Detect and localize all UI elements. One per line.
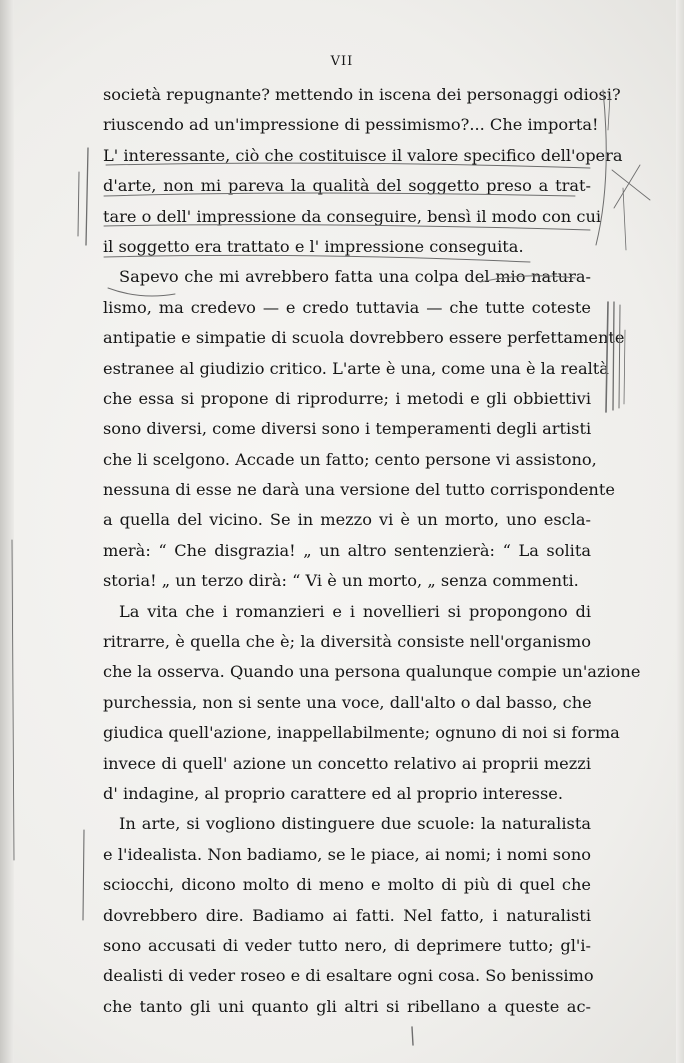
text-line: d' indagine, al proprio carattere ed al proprio interesse. bbox=[103, 783, 563, 803]
text-line: L' interessante, ciò che costituisce il valore specifico dell'opera bbox=[103, 145, 623, 165]
text-line: dealisti di veder roseo e di esaltare ogni cosa. So benissimo bbox=[103, 966, 594, 986]
page-number: VII bbox=[330, 54, 354, 69]
text-line: Sapevo che mi avrebbero fatta una colpa del mio natura- bbox=[119, 267, 591, 287]
margin-bracket-mark bbox=[606, 302, 608, 412]
margin-bracket-mark bbox=[613, 302, 614, 410]
text-line: riuscendo ad un'impressione di pessimismo?... Che importa! bbox=[103, 115, 599, 135]
margin-tick-mark bbox=[412, 1027, 413, 1045]
margin-bracket-mark bbox=[619, 305, 620, 408]
margin-bracket-mark bbox=[83, 830, 84, 920]
text-line: e l'idealista. Non badiamo, se le piace, ai nomi; i nomi sono bbox=[103, 844, 591, 864]
margin-bracket-mark bbox=[78, 172, 79, 236]
page-edge-shadow bbox=[676, 0, 684, 1063]
body-text bbox=[103, 80, 641, 1022]
text-line: merà: “ Che disgrazia! „ un altro sentenzierà: “ La solita bbox=[103, 540, 591, 560]
margin-bracket-mark bbox=[86, 148, 88, 245]
page-gutter-shadow bbox=[0, 0, 14, 1063]
text-line: La vita che i romanzieri e i novellieri si propongono di bbox=[119, 601, 591, 621]
text-line: tare o dell' impressione da conseguire, bensì il modo con cui bbox=[103, 206, 602, 226]
text-line: ritrarre, è quella che è; la diversità consiste nell'organismo bbox=[103, 632, 591, 652]
margin-cross-mark bbox=[623, 188, 626, 250]
text-line: sono diversi, come diversi sono i temperamenti degli artisti bbox=[103, 419, 592, 439]
margin-bracket-mark bbox=[624, 330, 625, 404]
text-line: sciocchi, dicono molto di meno e molto di più di quel che bbox=[103, 875, 591, 895]
text-line: giudica quell'azione, inappellabilmente; ognuno di noi si forma bbox=[103, 723, 620, 743]
margin-cross-mark bbox=[612, 165, 650, 208]
text-line: a quella del vicino. Se in mezzo vi è un morto, uno escla- bbox=[103, 510, 591, 530]
text-line: società repugnante? mettendo in iscena dei personaggi odiosi? bbox=[103, 85, 621, 104]
text-line: nessuna di esse ne darà una versione del tutto corrispondente bbox=[103, 480, 615, 500]
text-line: In arte, si vogliono distinguere due scuole: la naturalista bbox=[119, 814, 591, 834]
text-line: che essa si propone di riprodurre; i metodi e gli obbiettivi bbox=[103, 388, 591, 408]
text-line: invece di quell' azione un concetto relativo ai proprii mezzi bbox=[103, 753, 591, 773]
text-line: che tanto gli uni quanto gli altri si ribellano a queste ac- bbox=[103, 996, 591, 1016]
text-line: che li scelgono. Accade un fatto; cento persone vi assistono, bbox=[103, 449, 597, 469]
text-line: storia! „ un terzo dirà: “ Vi è un morto, „ senza commenti. bbox=[103, 571, 579, 591]
text-line: dovrebbero dire. Badiamo ai fatti. Nel fatto, i naturalisti bbox=[103, 905, 591, 925]
text-line: lismo, ma credevo — e credo tuttavia — che tutte coteste bbox=[103, 297, 591, 317]
text-line: d'arte, non mi pareva la qualità del soggetto preso a trat- bbox=[103, 176, 591, 196]
text-line: sono accusati di veder tutto nero, di deprimere tutto; gl'i- bbox=[103, 935, 591, 955]
text-line: il soggetto era trattato e l' impressione conseguita. bbox=[103, 236, 524, 256]
text-line: che la osserva. Quando una persona qualunque compie un'azione bbox=[103, 662, 641, 682]
text-line: estranee al giudizio critico. L'arte è una, come una è la realtà bbox=[103, 358, 609, 378]
text-line: antipatie e simpatie di scuola dovrebbero essere perfettamente bbox=[103, 328, 625, 348]
text-line: purchessia, non si sente una voce, dall'alto o dal basso, che bbox=[103, 692, 592, 712]
